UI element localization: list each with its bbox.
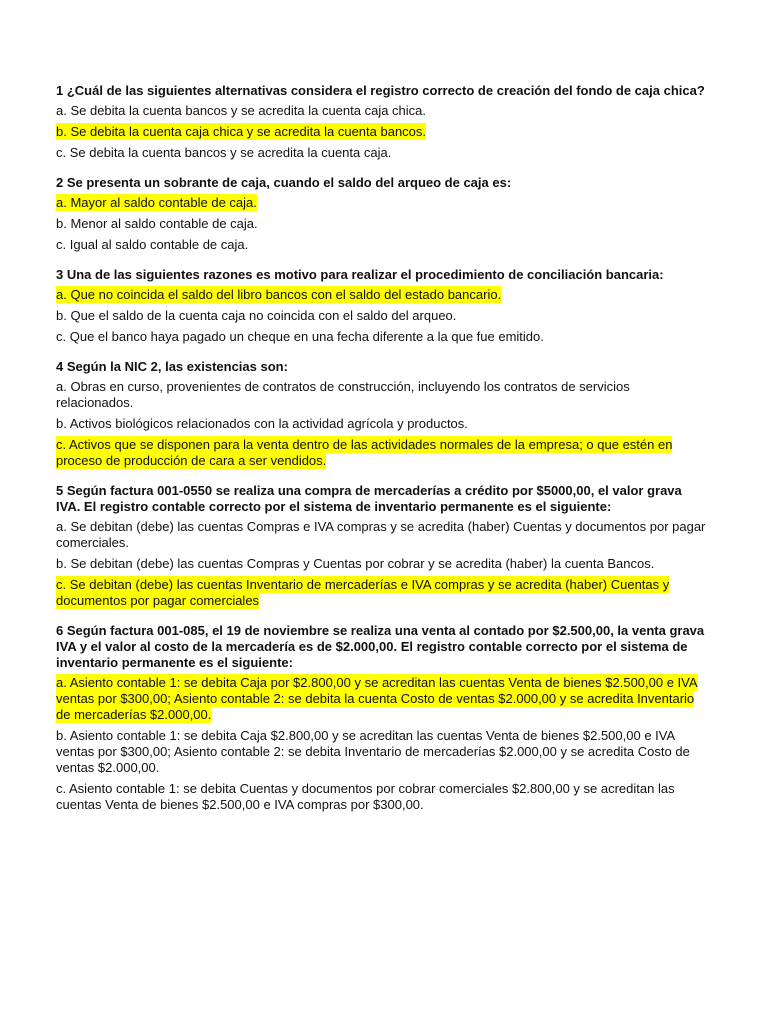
- question-title: 4 Según la NIC 2, las existencias son:: [56, 359, 288, 374]
- question-3: [56, 267, 708, 345]
- highlighted-answer: c. Activos que se disponen para la venta dentro de las actividades normales de la empresa; o que estén en proceso de producción de cara a ser vendidos.: [56, 437, 673, 468]
- highlighted-answer: a. Que no coincida el saldo del libro bancos con el saldo del estado bancario.: [56, 287, 502, 302]
- option-b: [56, 416, 708, 432]
- question-5: [56, 483, 708, 609]
- question-2: [56, 175, 708, 253]
- option-text: c. Asiento contable 1: se debita Cuentas y documentos por cobrar comerciales $2.800,00 y se acreditan las cuentas Venta de bienes $2.500,00 e IVA compras por $300,00.: [56, 781, 675, 812]
- option-c: [56, 145, 708, 161]
- option-text: b. Se debitan (debe) las cuentas Compras y Cuentas por cobrar y se acredita (haber) la cuenta Bancos.: [56, 556, 655, 571]
- option-b: [56, 556, 708, 572]
- option-b: [56, 216, 708, 232]
- option-a: [56, 103, 708, 119]
- question-4: [56, 359, 708, 469]
- highlighted-answer: a. Asiento contable 1: se debita Caja por $2.800,00 y se acreditan las cuentas Venta de bienes $2.500,00 e IVA ventas por $300,00; Asiento contable 2: se debita la cuenta Costo de ventas $2.000,00 y se acredita Inventario de mercaderías $2.000,00.: [56, 675, 698, 722]
- option-a-answer: [56, 675, 708, 723]
- option-text: c. Igual al saldo contable de caja.: [56, 237, 249, 252]
- question-title: 1 ¿Cuál de las siguientes alternativas considera el registro correcto de creación del fondo de caja chica?: [56, 83, 705, 98]
- option-a: [56, 519, 708, 551]
- option-c-answer: [56, 437, 708, 469]
- option-a-answer: [56, 287, 708, 303]
- option-a-answer: [56, 195, 708, 211]
- question-6: [56, 623, 708, 813]
- option-text: a. Se debitan (debe) las cuentas Compras e IVA compras y se acredita (haber) Cuentas y documentos por pagar comerciales.: [56, 519, 706, 550]
- option-text: b. Que el saldo de la cuenta caja no coincida con el saldo del arqueo.: [56, 308, 457, 323]
- question-title: 6 Según factura 001-085, el 19 de noviembre se realiza una venta al contado por $2.500,00, la venta grava IVA y el valor al costo de la mercadería es de $2.000,00. El registro contable correcto por el sistema de inventario permanente es el siguiente:: [56, 623, 705, 670]
- highlighted-answer: b. Se debita la cuenta caja chica y se acredita la cuenta bancos.: [56, 124, 427, 139]
- option-b: [56, 728, 708, 776]
- option-text: b. Menor al saldo contable de caja.: [56, 216, 258, 231]
- option-text: a. Obras en curso, provenientes de contratos de construcción, incluyendo los contratos de servicios relacionados.: [56, 379, 630, 410]
- option-c-answer: [56, 577, 708, 609]
- option-text: c. Que el banco haya pagado un cheque en una fecha diferente a la que fue emitido.: [56, 329, 544, 344]
- option-text: b. Activos biológicos relacionados con la actividad agrícola y productos.: [56, 416, 468, 431]
- highlighted-answer: a. Mayor al saldo contable de caja.: [56, 195, 257, 210]
- question-1: [56, 83, 708, 161]
- question-title: 3 Una de las siguientes razones es motivo para realizar el procedimiento de conciliación bancaria:: [56, 267, 664, 282]
- question-title: 5 Según factura 001-0550 se realiza una compra de mercaderías a crédito por $5000,00, el valor grava IVA. El registro contable correcto por el sistema de inventario permanente es el siguiente:: [56, 483, 682, 514]
- option-c: [56, 329, 708, 345]
- option-b-answer: [56, 124, 708, 140]
- option-text: b. Asiento contable 1: se debita Caja $2.800,00 y se acreditan las cuentas Venta de bienes $2.500,00 e IVA ventas por $300,00; Asiento contable 2: se debita Inventario de mercaderías $2.000,00 y se acredita Costo de ventas $2.000,00.: [56, 728, 690, 775]
- option-a: [56, 379, 708, 411]
- highlighted-answer: c. Se debitan (debe) las cuentas Inventario de mercaderías e IVA compras y se acredita (haber) Cuentas y documentos por pagar comerciales: [56, 577, 670, 608]
- option-c: [56, 781, 708, 813]
- option-c: [56, 237, 708, 253]
- question-title: 2 Se presenta un sobrante de caja, cuando el saldo del arqueo de caja es:: [56, 175, 512, 190]
- option-text: c. Se debita la cuenta bancos y se acredita la cuenta caja.: [56, 145, 392, 160]
- option-b: [56, 308, 708, 324]
- option-text: a. Se debita la cuenta bancos y se acredita la cuenta caja chica.: [56, 103, 427, 118]
